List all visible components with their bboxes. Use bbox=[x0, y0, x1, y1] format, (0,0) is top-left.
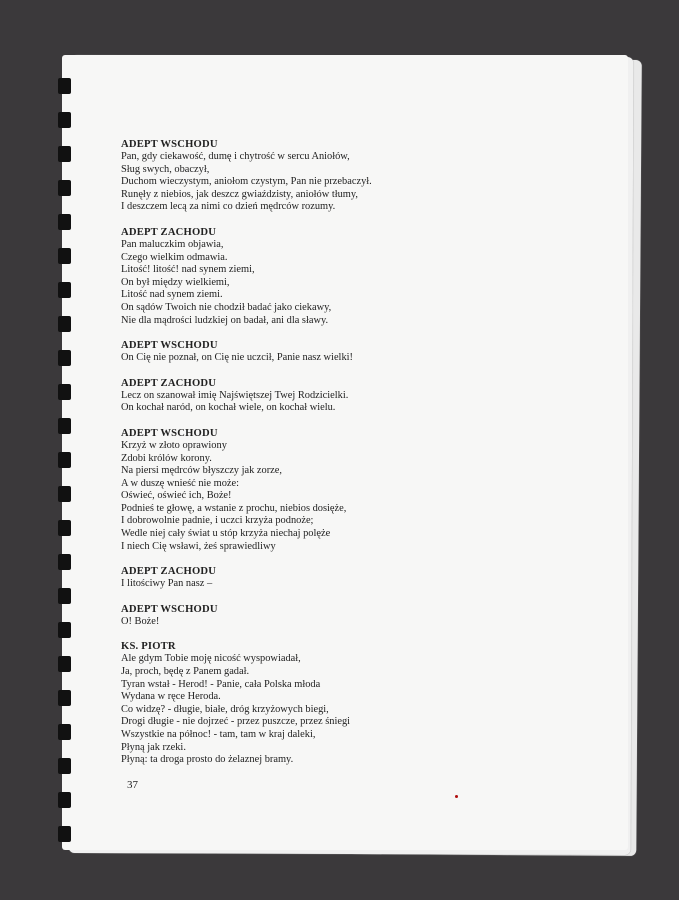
speaker-name: ADEPT WSCHODU bbox=[121, 340, 218, 352]
verse-line: Nie dla mądrości ludzkiej on badał, ani dla sławy. bbox=[121, 314, 329, 326]
verse-line: Sług swych, obaczył, bbox=[121, 163, 210, 175]
ink-speck bbox=[455, 795, 458, 798]
verse-line: I litościwy Pan nasz – bbox=[121, 578, 213, 590]
verse-line: I dobrowolnie padnie, i uczci krzyża podnoże; bbox=[121, 515, 314, 527]
binding-ring bbox=[58, 282, 71, 298]
binding-ring bbox=[58, 656, 71, 672]
verse-line: Co widzę? - długie, białe, dróg krzyżowych biegi, bbox=[121, 703, 329, 715]
verse-line: Wszystkie na północ! - tam, tam w kraj daleki, bbox=[121, 729, 316, 740]
spiral-binding bbox=[58, 70, 76, 850]
page-number: 37 bbox=[127, 779, 138, 791]
binding-ring bbox=[58, 112, 71, 128]
verse-line: Płyną jak rzeki. bbox=[121, 741, 186, 753]
binding-ring bbox=[58, 792, 71, 808]
verse-line: A w duszę wnieść nie może: bbox=[121, 477, 240, 489]
binding-ring bbox=[58, 146, 71, 162]
verse-line: On sądów Twoich nie chodził badać jako ciekawy, bbox=[121, 301, 332, 313]
verse-line: Duchom wieczystym, aniołom czystym, Pan nie przebaczył. bbox=[121, 176, 372, 188]
speaker-name: ADEPT ZACHODU bbox=[121, 226, 217, 238]
binding-ring bbox=[58, 316, 71, 332]
verse-line: Podnieś te głowę, a wstanie z prochu, niebios dosięże, bbox=[121, 502, 347, 514]
binding-ring bbox=[58, 826, 71, 842]
speaker-name: KS. PIOTR bbox=[121, 641, 176, 653]
verse-line: Krzyż w złoto oprawiony bbox=[121, 439, 227, 451]
verse-line: Czego wielkim odmawia. bbox=[121, 251, 228, 263]
speaker-name: ADEPT WSCHODU bbox=[121, 427, 218, 439]
verse-line: Zdobi królów korony. bbox=[121, 452, 212, 464]
dialogue-block bbox=[121, 377, 481, 415]
verse-line: I deszczem lecą za nimi co dzień mędrców rozumy. bbox=[121, 201, 336, 213]
verse-line: Drogi długie - nie dojrzeć - przez puszcze, przez śniegi bbox=[121, 716, 351, 728]
verse-line: I niech Cię wsławi, żeś sprawiedliwy bbox=[121, 540, 276, 552]
verse-line: Wydana w ręce Heroda. bbox=[121, 691, 221, 703]
binding-ring bbox=[58, 180, 71, 196]
verse-line: O! Boże! bbox=[121, 615, 160, 627]
verse-line: Lecz on szanował imię Najświętszej Twej Rodzicielki. bbox=[121, 389, 349, 401]
verse-line: Litość! litość! nad synem ziemi, bbox=[121, 264, 255, 276]
verse-line: Oświeć, oświeć ich, Boże! bbox=[121, 490, 232, 502]
verse-line: Pan, gdy ciekawość, dumę i chytrość w sercu Aniołów, bbox=[121, 151, 350, 162]
verse-line: Ja, proch, będę z Panem gadał. bbox=[121, 666, 250, 678]
verse-line: Pan maluczkim objawia, bbox=[121, 238, 224, 250]
binding-ring bbox=[58, 486, 71, 502]
verse-line: On kochał naród, on kochał wiele, on kochał wielu. bbox=[121, 402, 336, 414]
speaker-name: ADEPT ZACHODU bbox=[121, 377, 217, 389]
verse-line: Ale gdym Tobie moję nicość wyspowiadał, bbox=[121, 653, 301, 665]
binding-ring bbox=[58, 384, 71, 400]
dialogue-block bbox=[121, 226, 481, 327]
dialogue-block bbox=[121, 339, 481, 365]
binding-ring bbox=[58, 690, 71, 706]
dialogue-block bbox=[121, 640, 481, 766]
binding-ring bbox=[58, 418, 71, 434]
binding-ring bbox=[58, 214, 71, 230]
binding-ring bbox=[58, 452, 71, 468]
binding-ring bbox=[58, 350, 71, 366]
binding-ring bbox=[58, 622, 71, 638]
dialogue-block bbox=[121, 565, 481, 591]
binding-ring bbox=[58, 520, 71, 536]
binding-ring bbox=[58, 554, 71, 570]
dialogue-block bbox=[121, 427, 481, 553]
verse-line: Wedle niej cały świat u stóp krzyża niechaj polęże bbox=[121, 528, 331, 540]
script-text bbox=[121, 138, 481, 779]
verse-line: Na piersi mędrców błyszczy jak zorze, bbox=[121, 465, 282, 477]
speaker-name: ADEPT ZACHODU bbox=[121, 566, 217, 578]
binding-ring bbox=[58, 758, 71, 774]
verse-line: On był między wielkiemi, bbox=[121, 276, 230, 288]
dialogue-block bbox=[121, 603, 481, 629]
verse-line: Runęły z niebios, jak deszcz gwiaździsty, aniołów tłumy, bbox=[121, 188, 358, 200]
binding-ring bbox=[58, 588, 71, 604]
binding-ring bbox=[58, 78, 71, 94]
verse-line: Tyran wstał - Herod! - Panie, cała Polska młoda bbox=[121, 678, 321, 690]
verse-line: On Cię nie poznał, on Cię nie uczcił, Panie nasz wielki! bbox=[121, 352, 353, 364]
speaker-name: ADEPT WSCHODU bbox=[121, 139, 218, 150]
dialogue-block bbox=[121, 138, 481, 214]
binding-ring bbox=[58, 248, 71, 264]
verse-line: Litość nad synem ziemi. bbox=[121, 289, 223, 301]
verse-line: Płyną: ta droga prosto do żelaznej bramy. bbox=[121, 754, 294, 766]
speaker-name: ADEPT WSCHODU bbox=[121, 603, 218, 615]
binding-ring bbox=[58, 724, 71, 740]
